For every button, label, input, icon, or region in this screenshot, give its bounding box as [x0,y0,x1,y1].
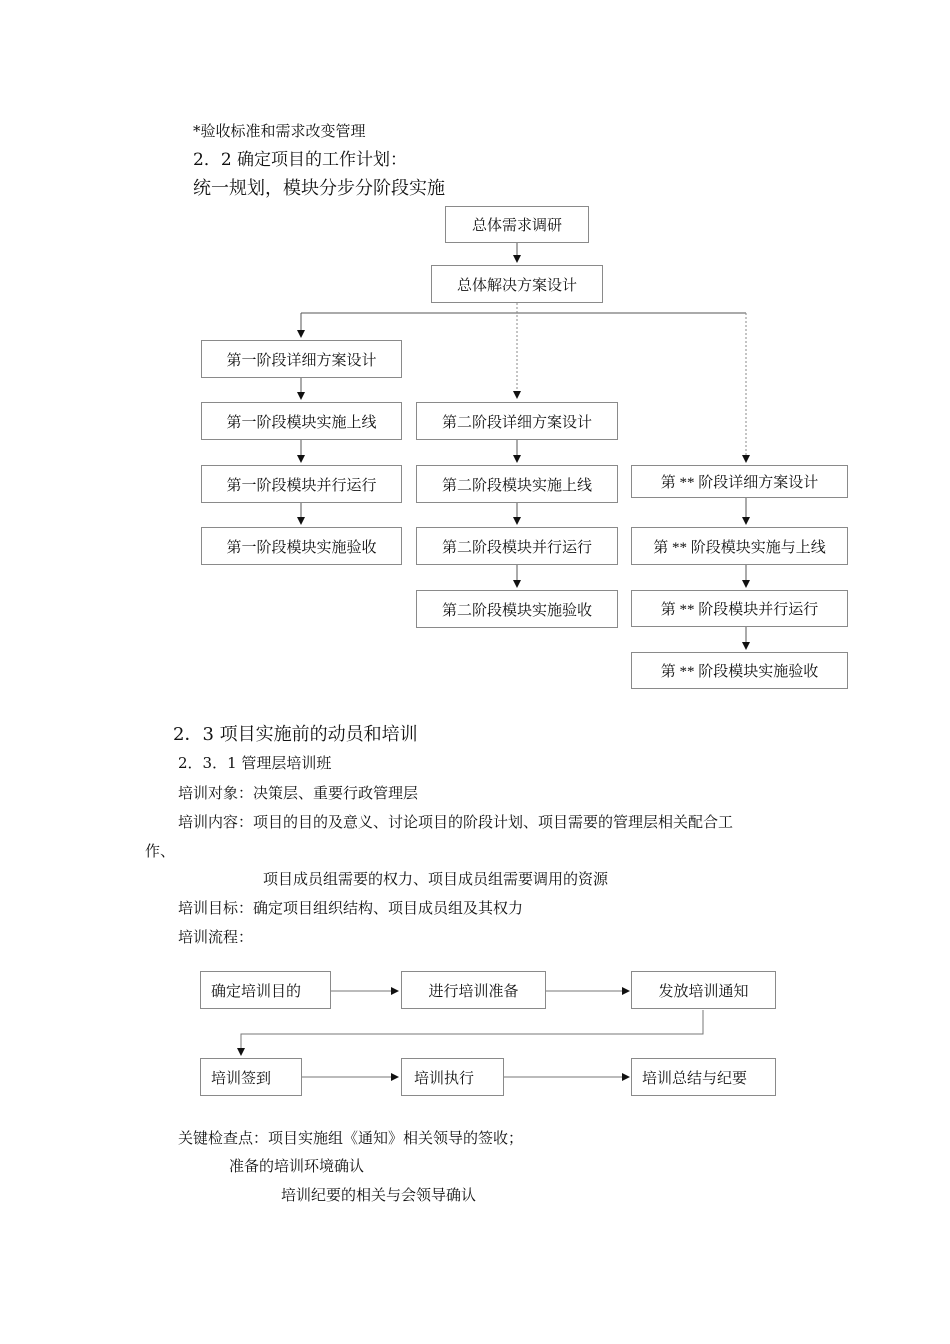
flow-step-phasen-launch: 第 ** 阶段模块实施与上线 [631,527,848,565]
training-process-label: 培训流程： [178,928,254,946]
training-step-purpose: 确定培训目的 [200,971,331,1009]
training-step-summary: 培训总结与纪要 [631,1058,776,1096]
flow-step-phasen-acceptance: 第 ** 阶段模块实施验收 [631,652,848,689]
flow-step-phase1-parallel: 第一阶段模块并行运行 [201,465,402,503]
flow-step-phase1-launch: 第一阶段模块实施上线 [201,402,402,440]
training-target: 培训对象：决策层、重要行政管理层 [178,784,419,802]
flow-step-phase1-design: 第一阶段详细方案设计 [201,340,402,378]
checkpoint-line-1: 关键检查点：项目实施组《通知》相关领导的签收； [178,1129,524,1147]
flow-step-phase2-launch: 第二阶段模块实施上线 [416,465,618,503]
training-content-wrap: 作、 [145,842,176,860]
flow-step-overall-research: 总体需求调研 [445,206,589,243]
training-step-execute: 培训执行 [401,1058,504,1096]
checkpoint-line-3: 培训纪要的相关与会领导确认 [281,1186,477,1204]
training-content-cont: 项目成员组需要的权力、项目成员组需要调用的资源 [263,870,609,888]
training-step-signin: 培训签到 [200,1058,302,1096]
flow-step-phase1-acceptance: 第一阶段模块实施验收 [201,527,402,565]
flow-step-phase2-design: 第二阶段详细方案设计 [416,402,618,440]
training-goal: 培训目标：确定项目组织结构、项目成员组及其权力 [178,899,524,917]
flow-step-phasen-parallel: 第 ** 阶段模块并行运行 [631,590,848,627]
flow-step-overall-design: 总体解决方案设计 [431,265,603,303]
acceptance-bullet: *验收标准和需求改变管理 [193,122,366,140]
section-2-3-heading: 2．3 项目实施前的动员和培训 [173,724,418,745]
flow-step-phase2-parallel: 第二阶段模块并行运行 [416,527,618,565]
section-2-3-1-heading: 2．3．1 管理层培训班 [178,754,332,772]
plan-summary: 统一规划，模块分步分阶段实施 [193,178,445,199]
flow-step-phase2-acceptance: 第二阶段模块实施验收 [416,590,618,628]
section-2-2-heading: 2．2 确定项目的工作计划： [193,150,408,170]
flow-step-phasen-design: 第 ** 阶段详细方案设计 [631,465,848,498]
checkpoint-line-2: 准备的培训环境确认 [229,1157,365,1175]
training-step-notice: 发放培训通知 [631,971,776,1009]
training-content: 培训内容：项目的目的及意义、讨论项目的阶段计划、项目需要的管理层相关配合工 [178,813,734,831]
training-step-prepare: 进行培训准备 [401,971,546,1009]
